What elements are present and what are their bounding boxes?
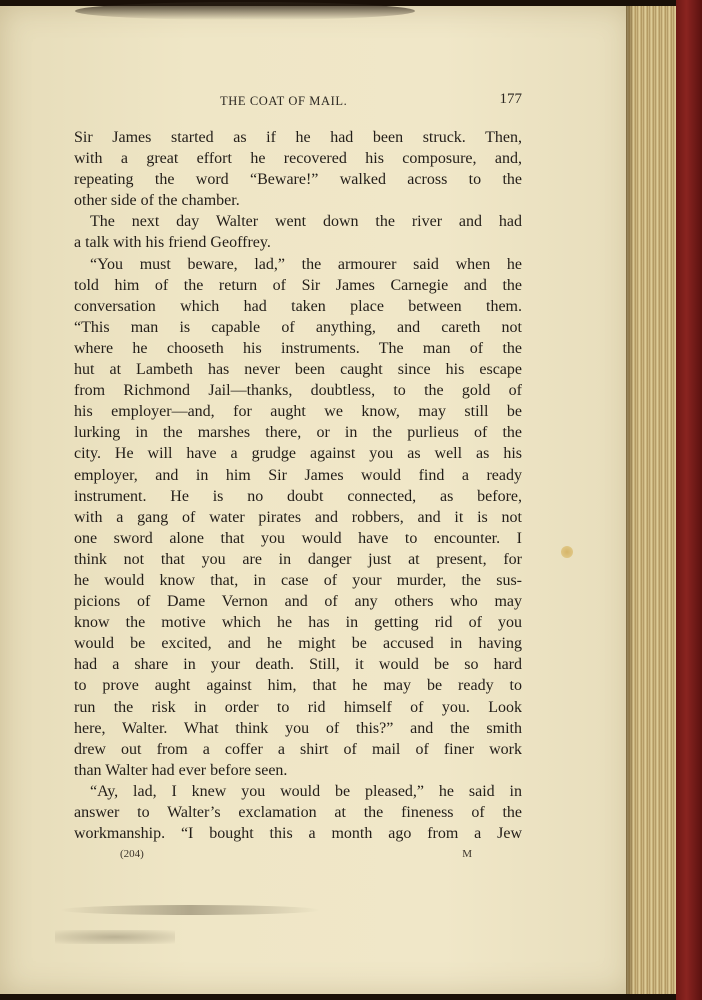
book-cover-edge bbox=[676, 0, 702, 1000]
text-line: a talk with his friend Geoffrey. bbox=[74, 234, 271, 252]
text-line: with a gang of water pirates and robbers, and it is not bbox=[74, 508, 522, 526]
text-line: one sword alone that you would have to encounter. I bbox=[74, 529, 522, 547]
text-line: here, Walter. What think you of this?” and the smith bbox=[74, 719, 522, 737]
page-edge-shadow bbox=[626, 6, 634, 994]
text-line: repeating the word “Beware!” walked across to the bbox=[74, 171, 522, 189]
page-footer bbox=[74, 848, 522, 864]
text-line: drew out from a coffer a shirt of mail of finer work bbox=[74, 740, 522, 758]
signature-mark: (204) bbox=[120, 848, 144, 860]
text-line: run the risk in order to rid himself of you. Look bbox=[74, 698, 522, 716]
body-text bbox=[74, 127, 522, 844]
text-line: The next day Walter went down the river and had bbox=[90, 213, 522, 231]
text-line: conversation which had taken place between them. bbox=[74, 297, 522, 315]
text-line: lurking in the marshes there, or in the purlieus of the bbox=[74, 424, 522, 442]
text-line: know the motive which he has in getting rid of you bbox=[74, 614, 522, 632]
text-line: employer, and in him Sir James would find a ready bbox=[74, 466, 522, 484]
text-line: other side of the chamber. bbox=[74, 192, 240, 210]
text-line: with a great effort he recovered his composure, and, bbox=[74, 150, 522, 168]
bottom-smudge-spot bbox=[55, 930, 175, 944]
text-line: would be excited, and he might be accused in having bbox=[74, 635, 522, 653]
text-line: think not that you are in danger just at present, for bbox=[74, 550, 522, 568]
text-line: had a share in your death. Still, it would be so hard bbox=[74, 656, 522, 674]
text-line: answer to Walter’s exclamation at the fineness of the bbox=[74, 804, 522, 821]
text-line: workmanship. “I bought this a month ago from a Jew bbox=[74, 825, 522, 843]
text-line: he would know that, in case of your murder, the sus- bbox=[74, 571, 522, 589]
text-line: “Ay, lad, I knew you would be pleased,” he said in bbox=[90, 782, 522, 800]
page-header bbox=[74, 92, 522, 114]
paper-stain bbox=[561, 546, 573, 558]
text-line: picions of Dame Vernon and of any others who may bbox=[74, 593, 522, 611]
text-line: instrument. He is no doubt connected, as before, bbox=[74, 487, 522, 505]
text-line: “You must beware, lad,” the armourer said when he bbox=[90, 255, 522, 273]
text-line: to prove aught against him, that he may be ready to bbox=[74, 677, 522, 695]
text-line: hut at Lambeth has never been caught since his escape bbox=[74, 361, 522, 379]
signature-letter: M bbox=[462, 848, 472, 860]
page-number: 177 bbox=[499, 91, 522, 107]
text-line: city. He will have a grudge against you as well as his bbox=[74, 445, 522, 463]
running-head: THE COAT OF MAIL. bbox=[220, 94, 348, 108]
top-shadow bbox=[75, 2, 415, 20]
text-line: “This man is capable of anything, and careth not bbox=[74, 318, 522, 336]
text-line: his employer—and, for aught we know, may still be bbox=[74, 403, 522, 421]
bottom-smudge bbox=[60, 905, 320, 915]
text-line: Sir James started as if he had been struck. Then, bbox=[74, 129, 522, 146]
text-line: than Walter had ever before seen. bbox=[74, 761, 288, 779]
text-line: told him of the return of Sir James Carnegie and the bbox=[74, 276, 522, 294]
text-line: where he chooseth his instruments. The man of the bbox=[74, 339, 522, 357]
text-line: from Richmond Jail—thanks, doubtless, to the gold of bbox=[74, 382, 522, 400]
